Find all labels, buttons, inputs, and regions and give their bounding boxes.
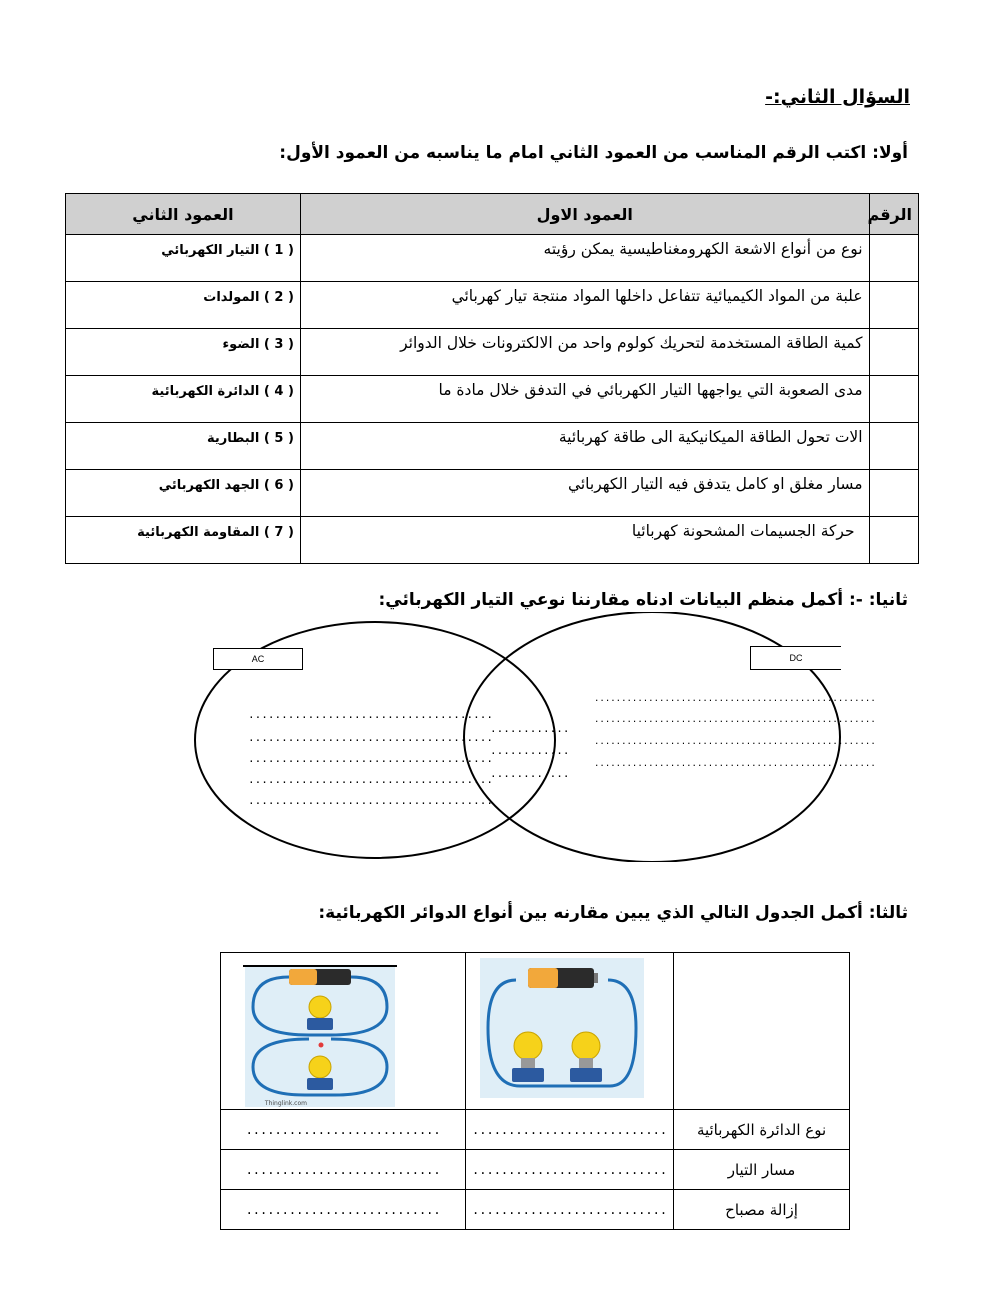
table-row: [66, 282, 919, 329]
option-cell: [66, 282, 301, 329]
option-cell: [66, 329, 301, 376]
empty-corner-cell: [674, 953, 850, 1110]
answer-blank[interactable]: ...........................: [245, 1162, 441, 1177]
statement-text: حركة الجسيمات المشحونة كهربائيا: [631, 522, 855, 540]
table-row: [221, 1110, 850, 1150]
parallel-answer-cell[interactable]: [221, 1150, 466, 1190]
option-text: ( 7 ) المقاومة الكهربائية: [137, 525, 294, 540]
table-row: [66, 470, 919, 517]
row-label-cell: [674, 1150, 850, 1190]
option-text: ( 6 ) الجهد الكهربائي: [158, 478, 294, 493]
battery-icon: [528, 968, 598, 988]
statement-cell: [300, 329, 869, 376]
answer-cell[interactable]: [869, 376, 918, 423]
statement-cell: [300, 517, 869, 564]
parallel-circuit-cell: [221, 953, 466, 1110]
venn-right-blank[interactable]: ....................................................: [594, 737, 876, 747]
battery-icon: [289, 969, 351, 985]
option-text: ( 5 ) البطارية: [206, 431, 294, 446]
row-label: إزالة مصباح: [725, 1200, 798, 1219]
statement-text: الات تحول الطاقة الميكانيكية الى طاقة كهربائية: [558, 428, 863, 446]
option-cell: [66, 517, 301, 564]
part2-instruction: ثانيا: -: أكمل منظم البيانات ادناه مقارننا نوعي التيار الكهربائي:: [378, 590, 908, 610]
answer-cell[interactable]: [869, 282, 918, 329]
statement-text: مدى الصعوبة التي يواجهها التيار الكهربائي في التدفق خلال مادة ما: [438, 381, 863, 399]
series-answer-cell[interactable]: [466, 1150, 674, 1190]
answer-blank[interactable]: ...........................: [472, 1122, 668, 1137]
venn-left-blank[interactable]: .....................................: [248, 708, 494, 721]
parallel-circuit-image: [243, 955, 397, 1107]
option-text: ( 4 ) الدائرة الكهربائية: [151, 384, 294, 399]
option-text: ( 2 ) المولدات: [203, 290, 294, 305]
series-circuit-cell: [466, 953, 674, 1110]
answer-cell[interactable]: [869, 235, 918, 282]
venn-middle-blank[interactable]: ............: [490, 722, 570, 735]
question-title: السؤال الثاني:-: [765, 86, 910, 108]
venn-right-blank[interactable]: ....................................................: [594, 694, 876, 704]
image-watermark: Thinglink.com: [264, 1100, 307, 1107]
table-row: [66, 517, 919, 564]
option-cell: [66, 376, 301, 423]
row-label: نوع الدائرة الكهربائية: [696, 1120, 827, 1139]
header-column1: العمود الاول: [300, 194, 869, 235]
statement-text: علبة من المواد الكيميائية تتفاعل داخلها المواد منتجة تيار كهربائي: [451, 287, 863, 305]
option-cell: [66, 470, 301, 517]
venn-left-blank[interactable]: .....................................: [248, 773, 494, 786]
venn-middle-blank[interactable]: ............: [490, 744, 570, 757]
table-row: [66, 329, 919, 376]
matching-table: [65, 193, 919, 564]
parallel-answer-cell[interactable]: [221, 1110, 466, 1150]
header-column2: العمود الثاني: [66, 194, 301, 235]
row-label-cell: [674, 1110, 850, 1150]
part3-instruction: ثالثا: أكمل الجدول التالي الذي يبين مقارنه بين أنواع الدوائر الكهربائية:: [318, 903, 908, 923]
series-answer-cell[interactable]: [466, 1110, 674, 1150]
option-cell: [66, 235, 301, 282]
answer-cell[interactable]: [869, 470, 918, 517]
row-label: مسار التيار: [727, 1160, 796, 1179]
bulb-icon: [307, 1056, 333, 1090]
table-header-row: [66, 194, 919, 235]
option-cell: [66, 423, 301, 470]
answer-blank[interactable]: ...........................: [472, 1162, 668, 1177]
statement-cell: [300, 282, 869, 329]
venn-right-blank[interactable]: ....................................................: [594, 715, 876, 725]
answer-cell[interactable]: [869, 517, 918, 564]
statement-cell: [300, 235, 869, 282]
statement-cell: [300, 470, 869, 517]
venn-left-blank[interactable]: .....................................: [248, 731, 494, 744]
option-text: ( 3 ) الضوء: [222, 337, 294, 352]
venn-right-label: DC: [750, 646, 841, 670]
circuit-comparison-table: [220, 952, 850, 1230]
statement-text: نوع من أنواع الاشعة الكهرومغناطيسية يمكن رؤيته: [543, 240, 863, 258]
part1-instruction: أولا: اكتب الرقم المناسب من العمود الثاني امام ما يناسبه من العمود الأول:: [279, 143, 908, 163]
venn-left-blank[interactable]: .....................................: [248, 794, 494, 807]
answer-blank[interactable]: ...........................: [245, 1202, 441, 1217]
table-row: [221, 1150, 850, 1190]
answer-blank[interactable]: ...........................: [245, 1122, 441, 1137]
series-circuit-image: [480, 958, 644, 1098]
venn-middle-blank[interactable]: ............: [490, 767, 570, 780]
venn-right-blank[interactable]: ....................................................: [594, 759, 876, 769]
parallel-answer-cell[interactable]: [221, 1190, 466, 1230]
statement-cell: [300, 376, 869, 423]
circuit-images-row: [221, 953, 850, 1110]
venn-left-label: AC: [213, 648, 303, 670]
option-text: ( 1 ) التيار الكهربائي: [161, 243, 294, 258]
statement-text: كمية الطاقة المستخدمة لتحريك كولوم واحد من الالكترونات خلال الدوائر: [400, 334, 863, 352]
series-answer-cell[interactable]: [466, 1190, 674, 1230]
table-row: [66, 423, 919, 470]
answer-cell[interactable]: [869, 423, 918, 470]
venn-left-blank[interactable]: .....................................: [248, 752, 494, 765]
header-number: الرقم: [869, 194, 918, 235]
answer-cell[interactable]: [869, 329, 918, 376]
row-label-cell: [674, 1190, 850, 1230]
statement-text: مسار مغلق او كامل يتدفق فيه التيار الكهربائي: [567, 475, 863, 493]
statement-cell: [300, 423, 869, 470]
table-row: [66, 376, 919, 423]
table-row: [221, 1190, 850, 1230]
bulb-icon: [307, 996, 333, 1030]
answer-blank[interactable]: ...........................: [472, 1202, 668, 1217]
table-row: [66, 235, 919, 282]
